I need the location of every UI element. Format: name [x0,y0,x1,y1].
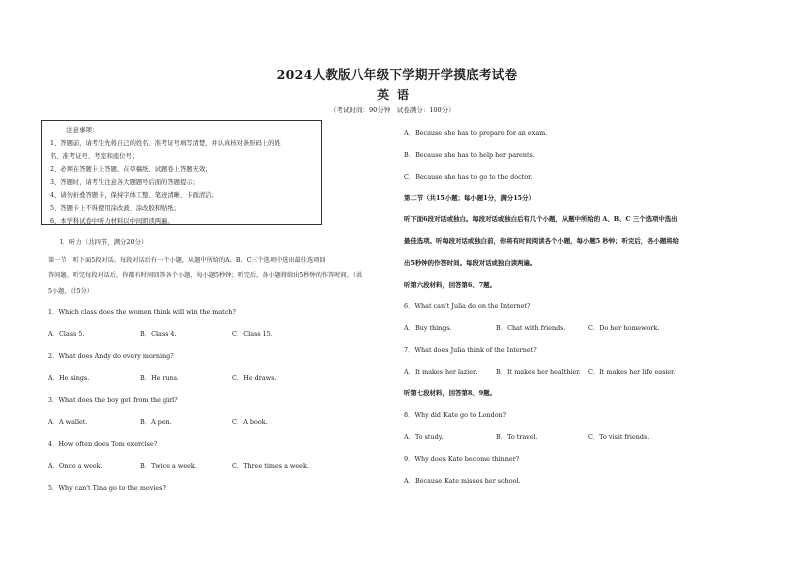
notice-line: 3、答题时，请考生注意各大题题号后面的答题提示； [50,179,199,186]
section2-title: 第二节（共15小题；每小题1分，满分15分） [404,194,535,202]
question-8: 8．Why did Kate go to London? [404,411,507,419]
question-7: 7．What does Julia think of the Internet? [404,346,537,354]
option-c: C．Class 15. [232,330,273,338]
option-a: A．A wallet. [48,418,88,426]
question-4: 4．How often does Tom exercise? [48,440,158,448]
option-c: C．To visit friends. [588,433,650,441]
notice-line: 名、准考证号、考室和座位号； [50,153,139,160]
option-b: B．Chat with friends. [496,324,566,332]
notice-line: 2、必须在答题卡上答题，在草稿纸、试题卷上答题无效； [50,166,212,173]
subject-heading: 英语 [376,88,417,102]
notice-heading: 注意事项： [66,126,99,134]
option-a: A．Once a week. [48,462,103,470]
option-b: B．Class 4. [140,330,177,338]
section1-instructions: 答问题。听完每段对话后，你都有时间回答各个小题，每小题5秒钟；听完后，各小题将给出5秒钟的作答时间。（共 [48,272,363,279]
option-a: A．Because she has to prepare for an exam. [404,129,548,137]
notice-line: 1、答题前，请考生先将自己的姓名、准考证号填写清楚，并认真核对条形码上的姓 [50,140,281,147]
section1-instructions: 5小题，计5分） [48,288,93,295]
question-6: 6．What can't Julia do on the Internet? [404,302,531,310]
page-title: 2024人教版八年级下学期开学摸底考试卷 [276,67,518,82]
option-b: B．Twice a week. [140,462,197,470]
question-5: 5．Why can't Tina go to the movies? [48,484,166,492]
listening-section-title: I．听力（共四节，满分20分） [60,238,148,246]
option-b: B．To travel. [496,433,538,441]
section2-instructions: 出5秒钟的作答时间。每段对话或独白读两遍。 [404,259,537,267]
question-9: 9．Why does Kate become thinner? [404,455,520,463]
option-c: C．A book. [232,418,268,426]
notice-box [41,120,322,225]
option-b: B．A pen. [140,418,172,426]
notice-line: 4、请勿折叠答题卡，保持字体工整、笔迹清晰、卡面清洁； [50,192,218,199]
option-a: A．He sings. [48,374,90,382]
option-a: A．Because Kate misses her school. [404,477,521,485]
question-2: 2．What does Andy do every morning? [48,352,174,360]
option-a: A．It makes her lazier. [404,368,478,376]
material-6-heading: 听第六段材料，回答第6、7题。 [404,281,496,289]
option-c: C．It makes her life easier. [588,368,676,376]
exam-meta: （考试时间：90分钟 试卷满分：100分） [330,106,455,114]
option-c: C．Do her homework. [588,324,660,332]
option-c: C．Three times a week. [232,462,309,470]
notice-line: 5、答题卡上不得使用涂改液、涂改胶和贴纸； [50,205,180,212]
option-c: C．He draws. [232,374,277,382]
question-3: 3．What does the boy get from the girl? [48,396,178,404]
section1-instructions: 第一节 听下面5段对话。每段对话后有一个小题，从题中所给的A、B、C三个选项中选出最佳选项回 [48,257,326,264]
option-a: A．To study. [404,433,444,441]
material-7-heading: 听第七段材料，回答第8、9题。 [404,389,496,397]
option-c: C．Because she has to go to the doctor. [404,173,533,181]
option-a: A．Class 5. [48,330,85,338]
option-b: B．Because she has to help her parents. [404,151,535,159]
section2-instructions: 听下面6段对话或独白。每段对话或独白后有几个小题，从题中所给的 A、B、C 三个选项中选出 [404,215,678,223]
section2-instructions: 最佳选项。听每段对话或独白前，你将有时间阅读各个小题，每小题5 秒钟；听完后，各小题将给 [404,237,680,245]
question-1: 1．Which class does the women think will win the match? [48,308,236,316]
notice-line: 6、本学科试卷中听力材料以中间朗读两遍。 [50,218,174,225]
option-b: B．It makes her healthier. [496,368,581,376]
option-b: B．He runs. [140,374,180,382]
option-a: A．Buy things. [404,324,452,332]
